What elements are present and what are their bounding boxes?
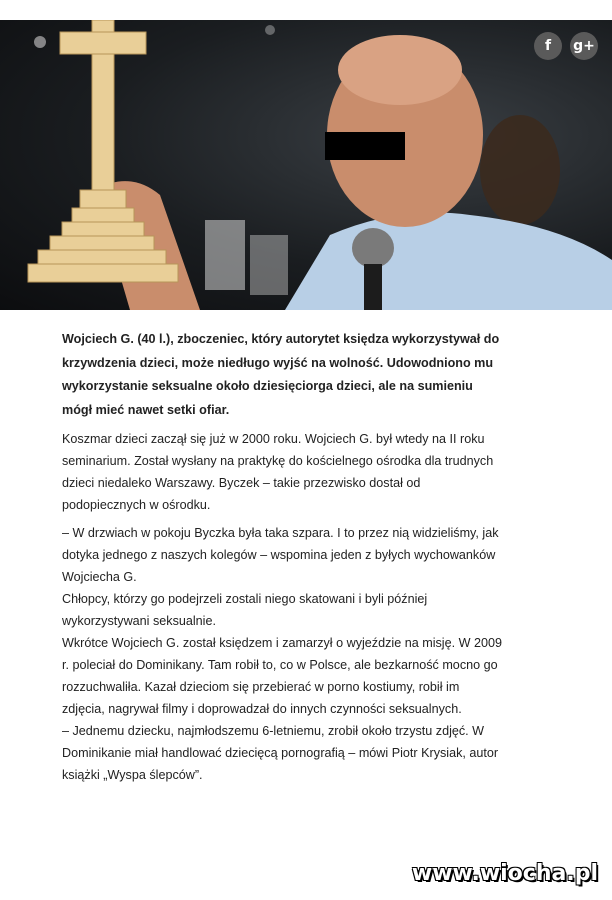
article-lead: Wojciech G. (40 l.), zboczeniec, który autorytet księdza wykorzystywał do krzywdzenia dzieci, może niedługo wyjść na wolność. Udowodniono mu wykorzystanie seksualne około dziesięciorga dzieci, ale na sumieniu mógł mieć nawet setki ofiar.	[62, 332, 500, 417]
site-watermark: www.wiocha.pl	[411, 861, 598, 886]
article-photo	[0, 20, 612, 310]
photo-illustration	[0, 20, 612, 310]
article-body	[62, 328, 502, 792]
facebook-icon[interactable]: f	[534, 32, 562, 60]
social-share	[534, 32, 598, 60]
googleplus-icon[interactable]: g+	[570, 32, 598, 60]
article-paragraph: – W drzwiach w pokoju Byczka była taka szpara. I to przez nią widzieliśmy, jak dotyka jednego z naszych kolegów – wspomina jeden z byłych wychowanków Wojciecha G. Chłopcy, którzy go podejrzeli zostali niego skatowani i byli później wykorzystywani seksualnie. Wkrótce Wojciech G. został księdzem i zamarzył o wyjeździe na misję. W 2009 r. poleciał do Dominikany. Tam robił to, co w Polsce, ale bezkarność mocno go rozzuchwaliła. Kazał dzieciom się przebierać w porno kostiumy, robił im zdjęcia, nagrywał filmy i doprowadzał do innych czynności seksualnych. – Jednemu dziecku, najmłodszemu 6-letniemu, zrobił około trzystu zdjęć. W Dominikanie miał handlować dziecięcą pornografią – mówi Piotr Krysiak, autor książki „Wyspa ślepców”.	[62, 526, 502, 782]
article-paragraph: Koszmar dzieci zaczął się już w 2000 roku. Wojciech G. był wtedy na II roku seminarium. Został wysłany na praktykę do kościelnego ośrodka dla trudnych dzieci niedaleko Warszawy. Byczek – takie przezwisko dostał od podopiecznych w ośrodku.	[62, 432, 494, 512]
